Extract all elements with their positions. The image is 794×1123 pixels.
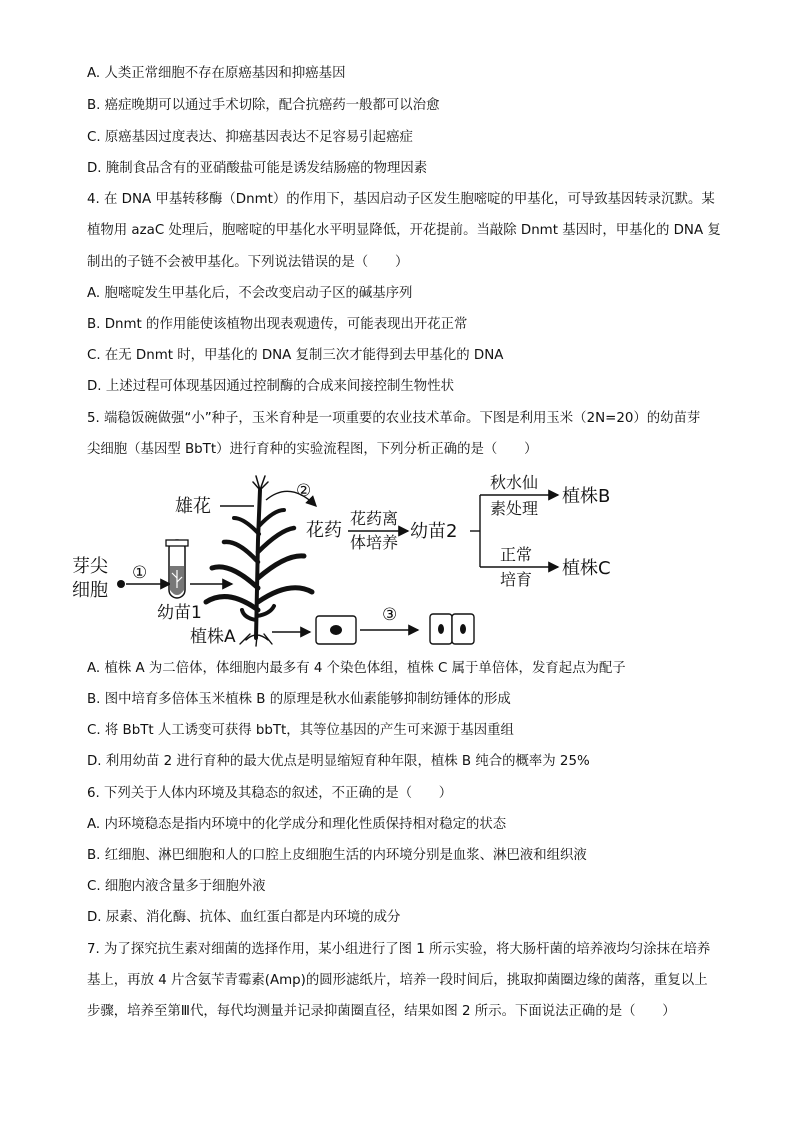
q3-option-c: C. 原癌基因过度表达、抑癌基因表达不足容易引起癌症 (87, 130, 413, 145)
q5-option-a: A. 植株 A 为二倍体，体细胞内最多有 4 个染色体组，植株 C 属于单倍体，发育起点为配子 (87, 661, 626, 676)
plant-b-label: 植株B (562, 486, 611, 507)
q4-option-b: B. Dnmt 的作用能使该植物出现表观遗传，可能表现出开花正常 (87, 317, 468, 332)
q5-option-d: D. 利用幼苗 2 进行育种的最大优点是明显缩短育种年限，植株 B 纯合的概率为 25% (87, 754, 590, 769)
q6-option-b: B. 红细胞、淋巴细胞和人的口腔上皮细胞生活的内环境分别是血浆、淋巴液和组织液 (87, 848, 587, 863)
q6-option-d: D. 尿素、消化酶、抗体、血红蛋白都是内环境的成分 (87, 910, 401, 925)
q3-option-a: A. 人类正常细胞不存在原癌基因和抑癌基因 (87, 66, 346, 81)
q6-option-c: C. 细胞内液含量多于细胞外液 (87, 879, 266, 894)
seedling-1-label: 幼苗1 (157, 603, 202, 623)
q3-option-b: B. 癌症晚期可以通过手术切除，配合抗癌药一般都可以治愈 (87, 98, 440, 113)
q3-option-d: D. 腌制食品含有的亚硝酸盐可能是诱发结肠癌的物理因素 (87, 161, 428, 176)
q4-option-c: C. 在无 Dnmt 时，甲基化的 DNA 复制三次才能得到去甲基化的 DNA (87, 348, 504, 363)
plant-a-label: 植株A (190, 627, 236, 647)
male-flower-label: 雄花 (175, 496, 211, 517)
step-2-marker: ② (296, 481, 312, 501)
step-3-marker: ③ (382, 605, 398, 625)
seedling-2-label: 幼苗2 (410, 521, 458, 542)
anther-label: 花药 (306, 520, 342, 541)
q5-option-b: B. 图中培育多倍体玉米植株 B 的原理是秋水仙素能够抑制纺锤体的形成 (87, 692, 511, 707)
q6-option-a: A. 内环境稳态是指内环境中的化学成分和理化性质保持相对稳定的状态 (87, 817, 507, 832)
bud-cell-label-line-1: 芽尖 (72, 556, 108, 577)
q6-stem: 6. 下列关于人体内环境及其稳态的叙述，不正确的是（ ） (87, 786, 453, 801)
q5-stem-line-1: 5. 端稳饭碗做强“小”种子，玉米育种是一项重要的农业技术革命。下图是利用玉米（2N=20）的幼苗芽 (87, 411, 701, 426)
step-1-marker: ① (132, 563, 148, 583)
q7-stem-line-1: 7. 为了探究抗生素对细菌的选择作用，某小组进行了图 1 所示实验，将大肠杆菌的培养液均匀涂抹在培养 (87, 942, 711, 957)
q7-stem-line-3: 步骤，培养至第Ⅲ代，每代均测量并记录抑菌圈直径，结果如图 2 所示。下面说法正确的是（ ） (87, 1004, 676, 1019)
q4-option-d: D. 上述过程可体现基因通过控制酶的合成来间接控制生物性状 (87, 379, 454, 394)
colchicine-label-line-1: 秋水仙 (490, 473, 539, 492)
single-cell-icon (316, 616, 356, 644)
colchicine-label-line-2: 素处理 (490, 499, 539, 518)
q5-option-c: C. 将 BbTt 人工诱变可获得 bbTt，其等位基因的产生可来源于基因重组 (87, 723, 514, 738)
q5-stem-line-2: 尖细胞（基因型 BbTt）进行育种的实验流程图，下列分析正确的是（ ） (87, 442, 538, 457)
bud-cell-dot (117, 580, 125, 588)
bud-cell-label-line-2: 细胞 (72, 580, 108, 601)
anther-culture-label-line-2: 体培养 (350, 533, 399, 552)
normal-culture-label-line-1: 正常 (500, 545, 533, 564)
q4-stem-line-1: 4. 在 DNA 甲基转移酶（Dnmt）的作用下，基因启动子区发生胞嘧啶的甲基化，可导致基因转录沉默。某 (87, 192, 715, 207)
q4-option-a: A. 胞嘧啶发生甲基化后，不会改变启动子区的碱基序列 (87, 286, 413, 301)
normal-culture-label-line-2: 培育 (500, 570, 533, 589)
corn-plant-icon (206, 476, 312, 646)
divided-cells-icon (430, 614, 474, 644)
anther-culture-label-line-1: 花药离 (350, 509, 399, 528)
breeding-flow-diagram (60, 470, 660, 650)
plant-c-label: 植株C (562, 558, 611, 579)
q4-stem-line-2: 植物用 azaC 处理后，胞嘧啶的甲基化水平明显降低，开花提前。当敲除 Dnmt 基因时，甲基化的 DNA 复 (87, 223, 721, 238)
q7-stem-line-2: 基上，再放 4 片含氨苄青霉素(Amp)的圆形滤纸片，培养一段时间后，挑取抑菌圈边缘的菌落，重复以上 (87, 973, 708, 988)
q4-stem-line-3: 制出的子链不会被甲基化。下列说法错误的是（ ） (87, 255, 409, 270)
test-tube-icon (166, 540, 188, 598)
